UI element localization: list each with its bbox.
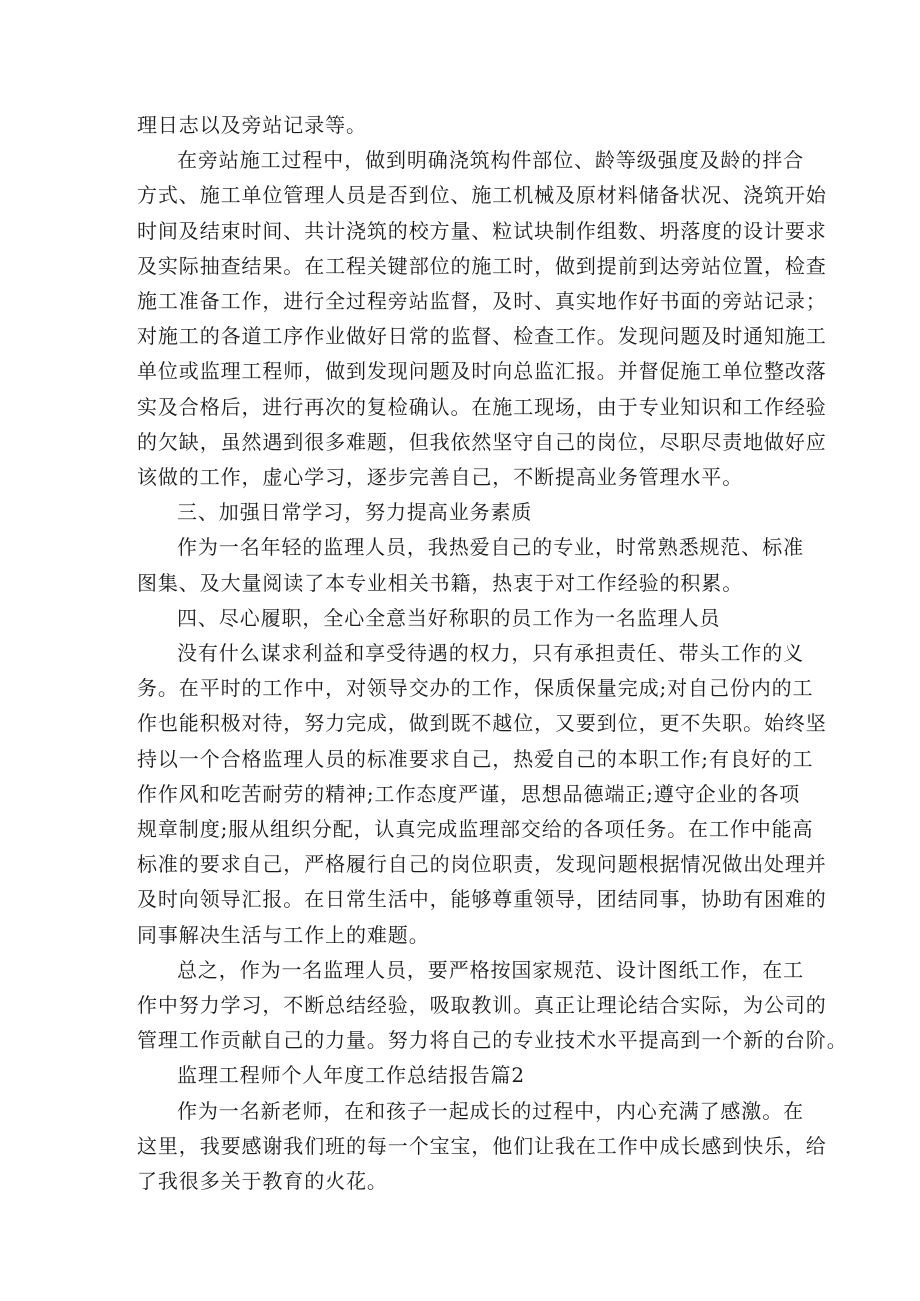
document-paragraph xyxy=(137,530,804,600)
text-line: 规章制度;服从组织分配，认真完成监理部交给的各项任务。在工作中能高 xyxy=(137,817,814,842)
text-line: 理日志以及旁站记录等。 xyxy=(137,113,367,137)
document-paragraph xyxy=(137,1058,791,1093)
text-line: 作也能积极对待，努力完成，做到既不越位，又要到位，更不失职。始终坚 xyxy=(137,711,827,736)
text-line: 总之，作为一名监理人员，要严格按国家规范、设计图纸工作，在工 xyxy=(177,957,804,982)
document-paragraph xyxy=(137,1094,827,1200)
text-line: 作为一名新老师，在和孩子一起成长的过程中，内心充满了感激。在 xyxy=(177,1098,804,1123)
document-paragraph xyxy=(137,143,827,495)
text-line: 没有什么谋求利益和享受待遇的权力，只有承担责任、带头工作的义 xyxy=(177,641,804,666)
text-line: 方式、施工单位管理人员是否到位、施工机械及原材料储备状况、浇筑开始 xyxy=(137,183,827,208)
text-line: 务。在平时的工作中，对领导交办的工作，保质保量完成;对自己份内的工 xyxy=(137,676,814,701)
text-line: 监理工程师个人年度工作总结报告篇2 xyxy=(177,1063,526,1088)
text-line: 四、尽心履职，全心全意当好称职的员工作为一名监理人员 xyxy=(177,605,721,630)
document-paragraph xyxy=(137,601,791,636)
text-line: 对施工的各道工序作业做好日常的监督、检查工作。发现问题及时通知施工 xyxy=(137,324,827,349)
document-paragraph xyxy=(137,636,827,953)
text-line: 实及合格后，进行再次的复检确认。在施工现场，由于专业知识和工作经验 xyxy=(137,394,827,419)
text-line: 该做的工作，虚心学习，逐步完善自己，不断提高业务管理水平。 xyxy=(137,465,744,490)
text-line: 施工准备工作，进行全过程旁站监督，及时、真实地作好书面的旁站记录； xyxy=(137,289,827,314)
text-line: 持以一个合格监理人员的标准要求自己，热爱自己的本职工作;有良好的工 xyxy=(137,746,814,771)
text-line: 三、加强日常学习，努力提高业务素质 xyxy=(177,500,533,525)
text-line: 及实际抽查结果。在工程关键部位的施工时，做到提前到达旁站位置，检查 xyxy=(137,253,827,278)
text-line: 这里，我要感谢我们班的每一个宝宝，他们让我在工作中成长感到快乐，给 xyxy=(137,1133,827,1158)
text-line: 作作风和吃苦耐劳的精神;工作态度严谨，思想品德端正;遵守企业的各项 xyxy=(137,781,801,806)
text-line: 了我很多关于教育的火花。 xyxy=(137,1169,388,1194)
document-paragraph xyxy=(137,108,791,143)
text-line: 作为一名年轻的监理人员，我热爱自己的专业，时常熟悉规范、标准 xyxy=(177,535,804,560)
document-paragraph xyxy=(137,495,791,530)
text-line: 时间及结束时间、共计浇筑的校方量、粒试块制作组数、坍落度的设计要求 xyxy=(137,218,827,243)
text-line: 及时向领导汇报。在日常生活中，能够尊重领导，团结同事，协助有困难的 xyxy=(137,887,827,912)
text-line: 的欠缺，虽然遇到很多难题，但我依然坚守自己的岗位，尽职尽责地做好应 xyxy=(137,429,827,454)
text-line: 在旁站施工过程中，做到明确浇筑构件部位、龄等级强度及龄的拌合 xyxy=(177,148,804,173)
text-line: 作中努力学习，不断总结经验，吸取教训。真正让理论结合实际，为公司的 xyxy=(137,993,827,1018)
text-line: 单位或监理工程师，做到发现问题及时向总监汇报。并督促施工单位整改落 xyxy=(137,359,827,384)
document-body xyxy=(137,108,848,1199)
text-line: 同事解决生活与工作上的难题。 xyxy=(137,922,430,947)
document-paragraph xyxy=(137,953,848,1059)
text-line: 图集、及大量阅读了本专业相关书籍，热衷于对工作经验的积累。 xyxy=(137,570,744,595)
text-line: 标准的要求自己，严格履行自己的岗位职责，发现问题根据情况做出处理并 xyxy=(137,852,827,877)
text-line: 管理工作贡献自己的力量。努力将自己的专业技术水平提高到一个新的台阶。 xyxy=(137,1028,848,1053)
